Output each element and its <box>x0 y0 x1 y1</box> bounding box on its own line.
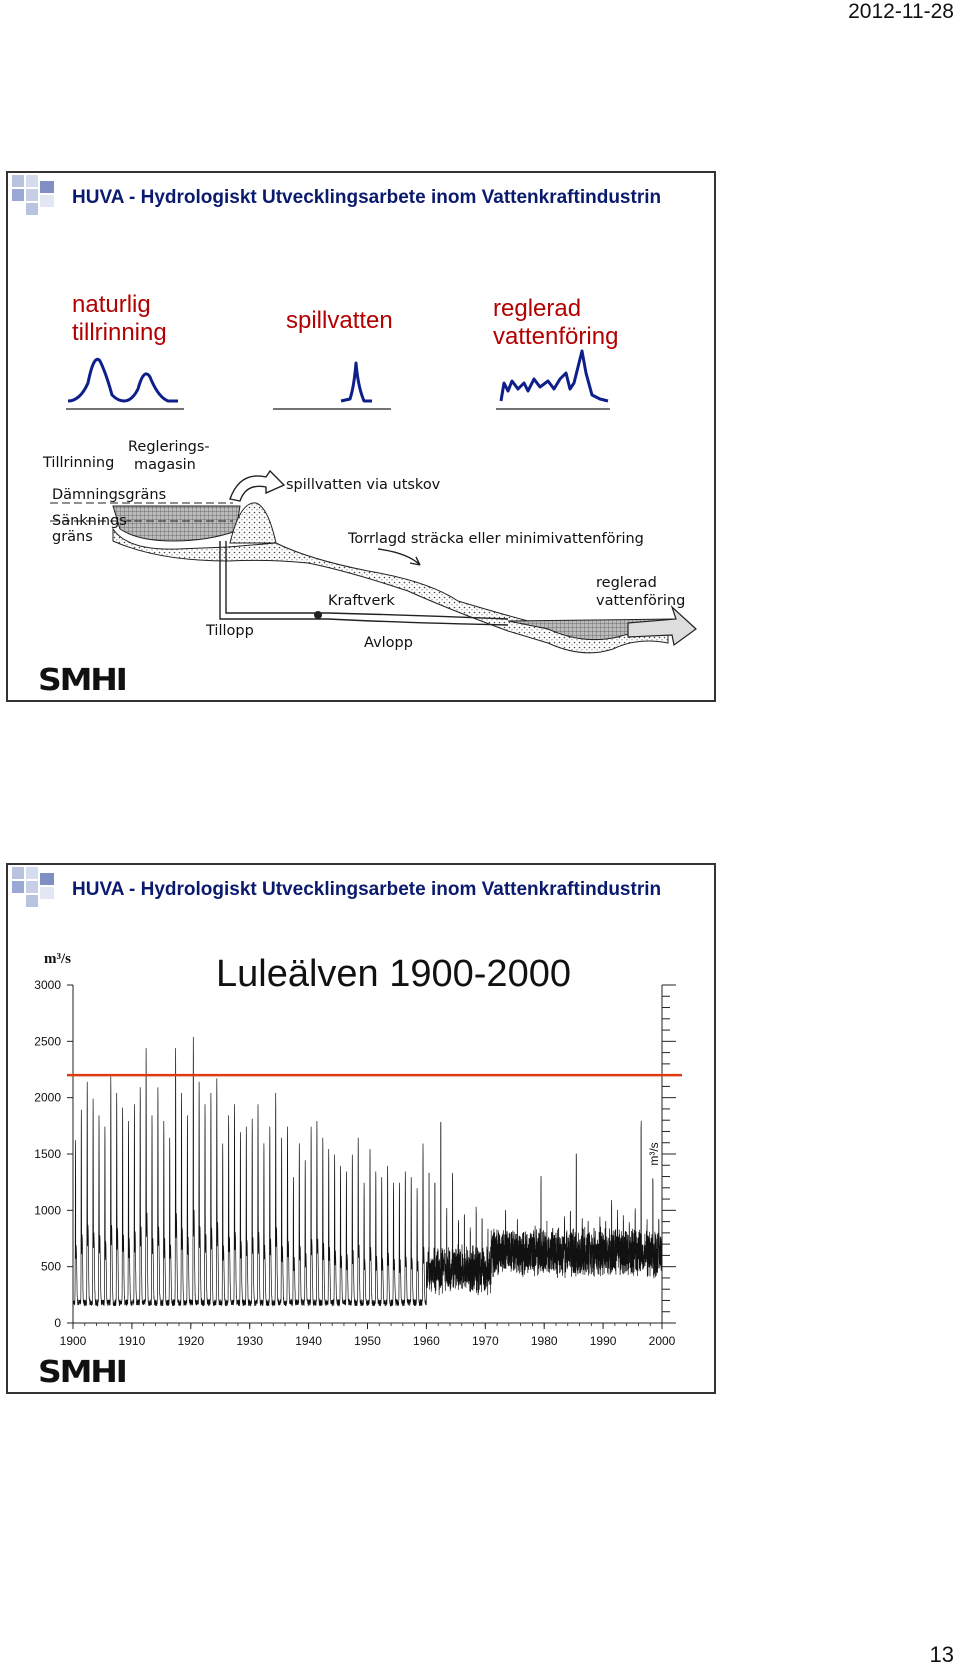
y-tick-label: 0 <box>54 1316 61 1330</box>
y-tick-label: 500 <box>40 1259 61 1274</box>
x-tick-label: 1960 <box>413 1334 440 1348</box>
x-tick-label: 1930 <box>236 1334 264 1348</box>
label-natural-line1: naturlig <box>72 291 151 318</box>
slide-header: HUVA - Hydrologiskt Utvecklingsarbete inom Vattenkraftindustrin <box>72 187 662 208</box>
discharge-series-line <box>73 1037 662 1306</box>
diagram-label-reglerad-2: vattenföring <box>596 593 686 609</box>
diagram-label-torrlagd: Torrlagd sträcka eller minimivattenföring <box>348 531 644 547</box>
x-tick-label: 2000 <box>648 1334 676 1348</box>
y-tick-label: 1000 <box>34 1203 61 1218</box>
spill-hydrograph <box>341 363 372 401</box>
label-regulated-line1: reglerad <box>493 295 582 322</box>
diagram-label-sankning-2: gräns <box>52 529 93 545</box>
hydrograph-sketches <box>8 343 714 413</box>
slide-header: HUVA - Hydrologiskt Utvecklingsarbete inom Vattenkraftindustrin <box>72 879 662 900</box>
diagram-label-reglering-2: magasin <box>134 457 196 473</box>
diagram-label-damning: Dämningsgräns <box>52 487 167 503</box>
diagram-label-spill-via: spillvatten via utskov <box>286 477 441 493</box>
smhi-logo: SMHI <box>38 663 126 698</box>
x-tick-label: 1990 <box>589 1334 617 1348</box>
diagram-label-sankning-1: Sänknings- <box>52 513 133 529</box>
regulated-hydrograph <box>501 351 608 401</box>
x-tick-label: 1970 <box>471 1334 499 1348</box>
natural-hydrograph <box>68 359 178 401</box>
diagram-label-kraftverk: Kraftverk <box>328 593 395 609</box>
diagram-label-reglering-1: Reglerings- <box>128 439 210 455</box>
y-axis-unit: m³/s <box>44 951 71 967</box>
x-tick-label: 1980 <box>530 1334 558 1348</box>
y-tick-label: 1500 <box>34 1147 61 1161</box>
slide-regulation-diagram <box>6 171 716 702</box>
x-tick-label: 1920 <box>177 1334 205 1348</box>
label-natural-line2: tillrinning <box>72 319 167 346</box>
diagram-label-reglerad-1: reglerad <box>596 575 657 591</box>
y-tick-label: 2000 <box>34 1090 61 1105</box>
page-date: 2012-11-28 <box>848 0 954 23</box>
label-natural-inflow <box>72 291 167 347</box>
diagram-label-tillrinning: Tillrinning <box>43 455 115 471</box>
x-tick-label: 1940 <box>295 1334 322 1348</box>
y-tick-label: 2500 <box>34 1034 61 1049</box>
diagram-label-tillopp: Tillopp <box>206 623 254 639</box>
smhi-logo: SMHI <box>38 1355 126 1390</box>
power-station-symbol <box>314 611 322 619</box>
chart-title: Luleälven 1900-2000 <box>216 953 571 995</box>
spill-arrow <box>230 471 284 501</box>
slide-lulealven-chart <box>6 863 716 1394</box>
x-tick-label: 1910 <box>118 1334 146 1348</box>
label-spill: spillvatten <box>286 307 393 334</box>
diagram-label-avlopp: Avlopp <box>364 635 413 651</box>
y-tick-label: 3000 <box>34 978 61 992</box>
x-tick-label: 1950 <box>354 1334 381 1348</box>
right-axis-label: m³/s <box>647 1142 661 1166</box>
label-regulated-line2: vattenföring <box>493 323 619 350</box>
slide-corner-decoration <box>10 173 70 223</box>
x-tick-label: 1900 <box>59 1334 87 1348</box>
dry-stretch-arrow <box>378 549 420 565</box>
chart-canvas <box>8 865 714 1392</box>
page-number: 13 <box>929 1642 954 1667</box>
